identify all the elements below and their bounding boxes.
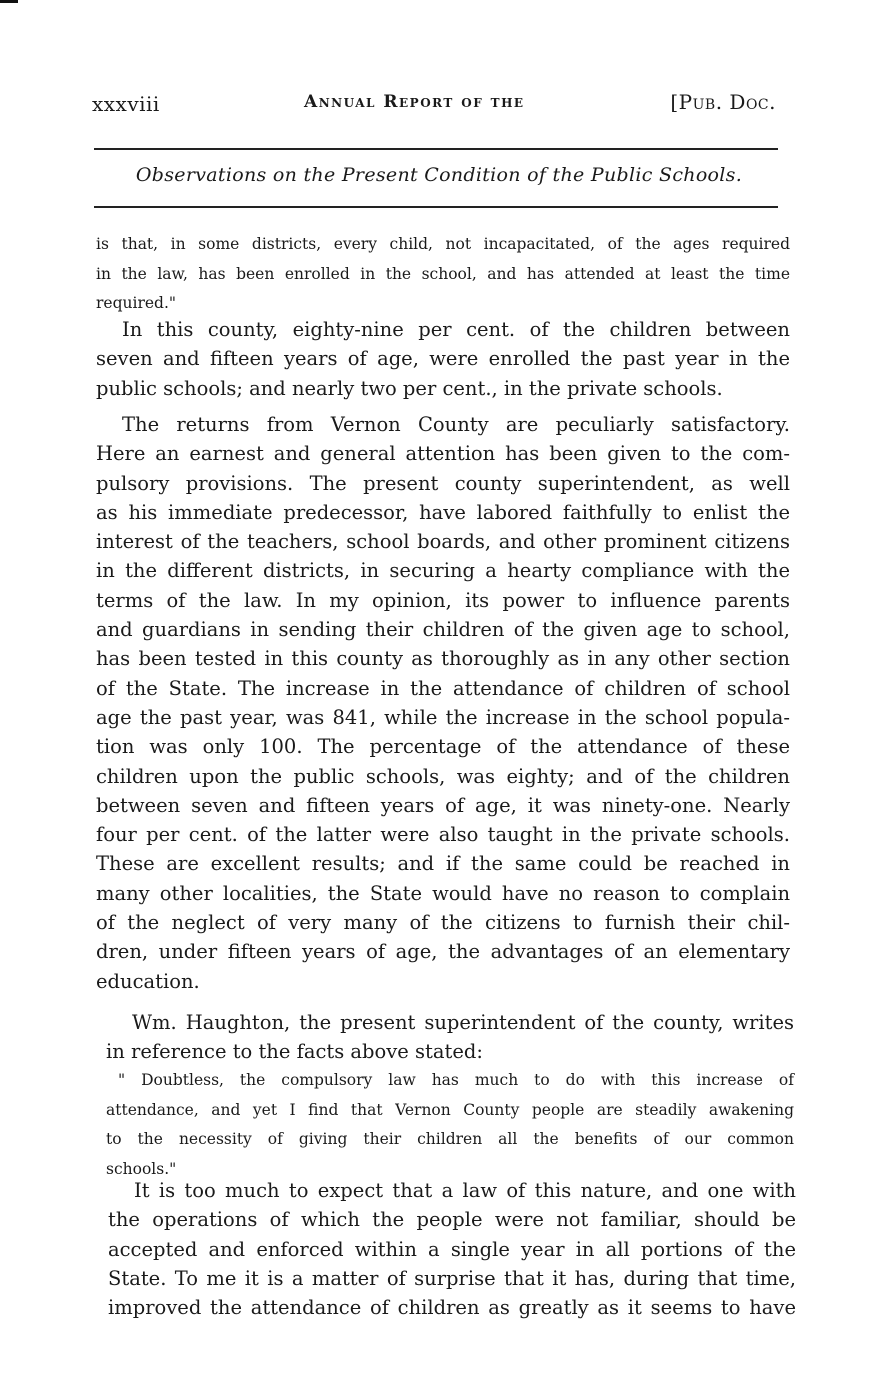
text-line: These are excellent results; and if the same could be reached in <box>96 852 790 876</box>
text-line: In this county, eighty-nine per cent. of the children between <box>122 318 790 341</box>
paragraph-haughton <box>106 1008 794 1067</box>
section-heading: Observations on the Present Condition of the Public Schools. <box>135 164 743 186</box>
heading-top-rule <box>94 148 778 150</box>
text-line: required." <box>96 294 177 312</box>
text-line: many other localities, the State would have no reason to complain <box>96 881 790 905</box>
text-line: between seven and fifteen years of age, it was ninety-one. Nearly <box>96 793 790 817</box>
heading-bottom-rule <box>94 206 778 208</box>
text-line: schools." <box>106 1159 177 1178</box>
report-title: Annual Report of the <box>304 92 525 112</box>
text-line: of the State. The increase in the attendance of children of school <box>96 676 790 700</box>
running-head <box>92 92 782 122</box>
text-line: State. To me it is a matter of surprise that it has, during that time, <box>108 1266 796 1290</box>
text-line: It is too much to expect that a law of this nature, and one with <box>134 1179 796 1202</box>
text-line: public schools; and nearly two per cent., in the private schools. <box>96 376 723 400</box>
text-line: age the past year, was 841, while the increase in the school popula- <box>96 705 790 729</box>
text-line: education. <box>96 969 200 993</box>
text-line: children upon the public schools, was eighty; and of the children <box>96 764 790 788</box>
text-line: Here an earnest and general attention has been given to the com- <box>96 442 790 466</box>
paragraph-law-expectation <box>108 1176 796 1322</box>
text-line: attendance, and yet I find that Vernon County people are steadily awakening <box>106 1100 794 1119</box>
text-line: Wm. Haughton, the present superintendent of the county, writes <box>132 1011 794 1034</box>
page-corner-mark <box>0 0 18 3</box>
page-number: xxxviii <box>92 92 160 116</box>
text-line: in reference to the facts above stated: <box>106 1040 483 1064</box>
text-line: in the different districts, in securing a hearty compliance with the <box>96 559 790 583</box>
document-reference: [Pub. Doc. <box>670 90 776 114</box>
text-line: four per cent. of the latter were also taught in the private schools. <box>96 823 790 847</box>
text-line: The returns from Vernon County are peculiarly satisfactory. <box>122 413 790 436</box>
quote-haughton <box>106 1066 794 1184</box>
text-line: terms of the law. In my opinion, its power to influence parents <box>96 588 790 612</box>
text-line: interest of the teachers, school boards, and other prominent citizens <box>96 530 790 554</box>
text-line: pulsory provisions. The present county superintendent, as well <box>96 471 790 495</box>
text-line: the operations of which the people were not familiar, should be <box>108 1208 796 1232</box>
text-line: improved the attendance of children as greatly as it seems to have <box>108 1296 796 1320</box>
text-line: accepted and enforced within a single year in all portions of the <box>108 1237 796 1261</box>
text-line: seven and fifteen years of age, were enrolled the past year in the <box>96 347 790 371</box>
text-line: of the neglect of very many of the citizens to furnish their chil- <box>96 911 790 935</box>
paragraph-enrollment <box>96 315 790 403</box>
text-line: as his immediate predecessor, have labored faithfully to enlist the <box>96 500 790 524</box>
text-line: has been tested in this county as thoroughly as in any other section <box>96 647 790 671</box>
text-line: in the law, has been enrolled in the school, and has attended at least the time <box>96 264 790 283</box>
paragraph-vernon-county <box>96 410 790 996</box>
text-line: is that, in some districts, every child, not incapacitated, of the ages required <box>96 235 790 253</box>
text-line: " Doubtless, the compulsory law has much to do with this increase of <box>118 1071 794 1089</box>
text-line: tion was only 100. The percentage of the attendance of these <box>96 735 790 759</box>
text-line: dren, under fifteen years of age, the advantages of an elementary <box>96 940 790 964</box>
quote-continuation <box>96 230 790 319</box>
text-line: and guardians in sending their children of the given age to school, <box>96 618 790 642</box>
text-line: to the necessity of giving their children all the benefits of our common <box>106 1130 794 1148</box>
